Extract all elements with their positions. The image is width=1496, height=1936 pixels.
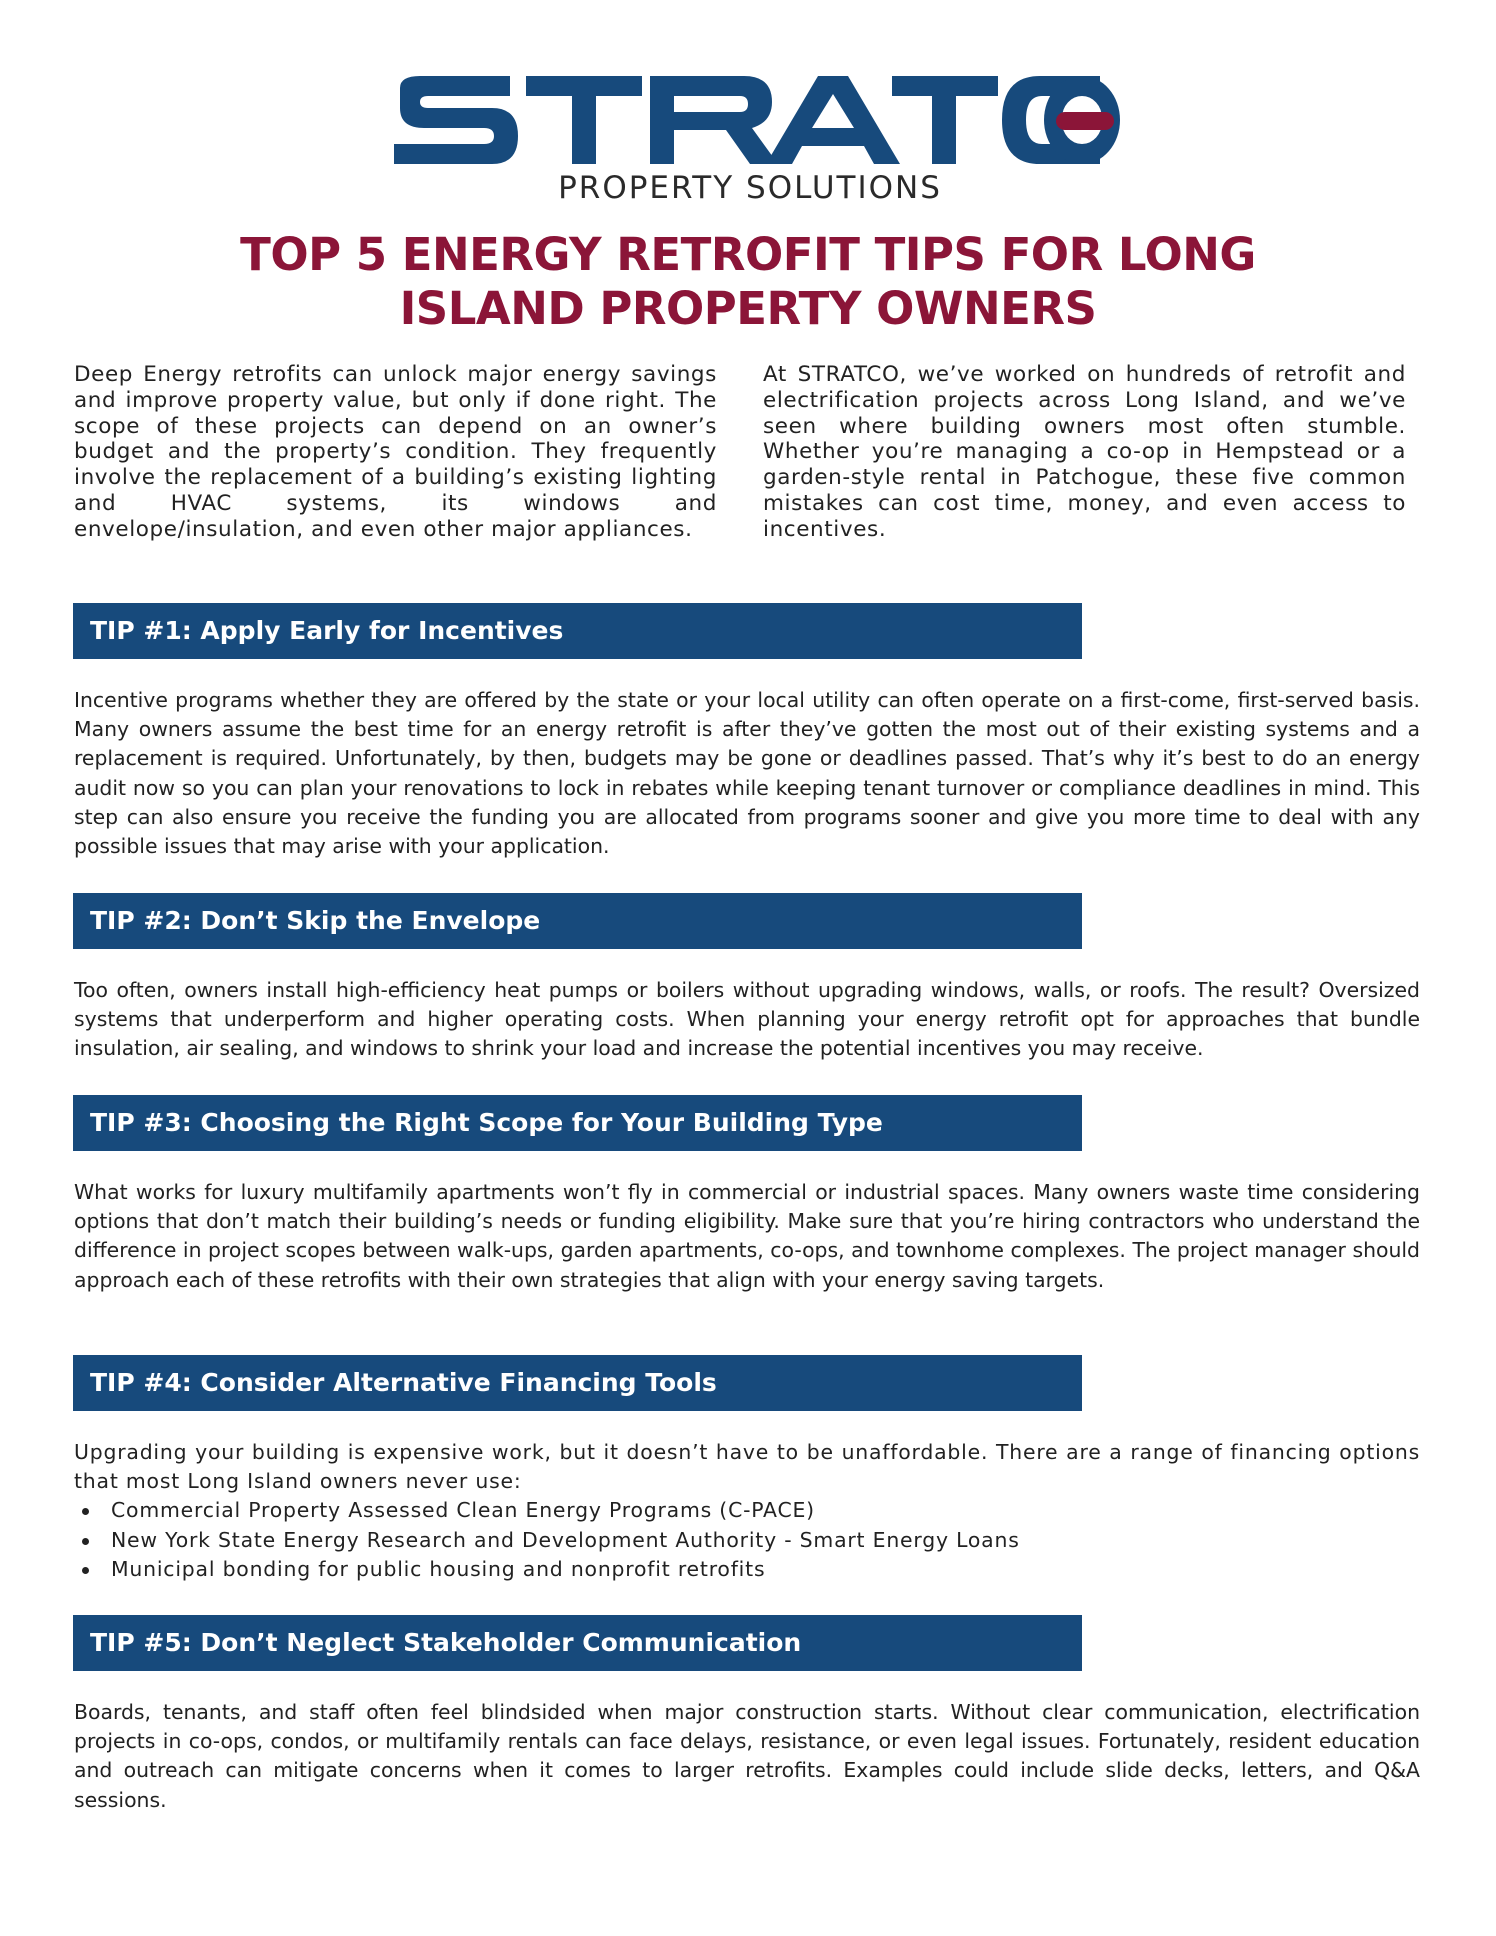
list-item: Municipal bonding for public housing and nonprofit retrofits bbox=[74, 1555, 1420, 1584]
tip-3-body: What works for luxury multifamily apartments won’t fly in commercial or industrial spaces. Many owners waste time considering options that don’t match their building’s needs or funding eligibility. Make sure that you’re hiring contractors who understand the difference in project scopes between walk-ups, garden apartments, co-ops, and townhome complexes. The project manager should approach each of these retrofits with their own strategies that align with your energy saving targets. bbox=[74, 1180, 1420, 1292]
tip-2-body: Too often, owners install high-efficiency heat pumps or boilers without upgrading windows, walls, or roofs. The result? Oversized systems that underperform and higher operating costs. When planning your energy retrofit opt for approaches that bundle insulation, air sealing, and windows to shrink your load and increase the potential incentives you may receive. bbox=[74, 978, 1420, 1061]
tip-4-body-block bbox=[74, 1438, 1420, 1584]
tip-4-body: Upgrading your building is expensive work, but it doesn’t have to be unaffordable. There are a range of financing options that most Long Island owners never use: bbox=[74, 1440, 1420, 1494]
tip-2-heading: TIP #2: Don’t Skip the Envelope bbox=[73, 893, 1082, 949]
list-item: Commercial Property Assessed Clean Energy Programs (C-PACE) bbox=[74, 1496, 1420, 1525]
tip-3-heading: TIP #3: Choosing the Right Scope for Your Building Type bbox=[73, 1095, 1082, 1151]
intro-right-paragraph: At STRATCO, we’ve worked on hundreds of retrofit and electrification projects across Long Island, and we’ve seen where building owners most often stumble. Whether you’re managing a co-op in Hempstead or a garden-style rental in Patchogue, these five common mistakes can cost time, money, and even access to incentives. bbox=[763, 362, 1406, 542]
tip-5-heading: TIP #5: Don’t Neglect Stakeholder Communication bbox=[73, 1615, 1082, 1671]
bullet-icon bbox=[82, 1567, 89, 1574]
page-title-line-1: TOP 5 ENERGY RETROFIT TIPS FOR LONG bbox=[240, 228, 1256, 281]
tip-5-body: Boards, tenants, and staff often feel blindsided when major construction starts. Without clear communication, electrification projects in co-ops, condos, or multifamily rentals can face delays, resistance, or even legal issues. Fortunately, resident education and outreach can mitigate concerns when it comes to larger retrofits. Examples could include slide decks, letters, and Q&A sessions. bbox=[74, 1700, 1420, 1812]
tip-1-heading: TIP #1: Apply Early for Incentives bbox=[73, 603, 1082, 659]
tip-1-body: Incentive programs whether they are offered by the state or your local utility can often operate on a first-come, first-served basis. Many owners assume the best time for an energy retrofit is after they’ve gotten the most out of their existing systems and a replacement is required. Unfortunately, by then, budgets may be gone or deadlines passed. That’s why it’s best to do an energy audit now so you can plan your renovations to lock in rebates while keeping tenant turnover or compliance deadlines in mind. This step can also ensure you receive the funding you are allocated from programs sooner and give you more time to deal with any possible issues that may arise with your application. bbox=[74, 688, 1420, 859]
list-item: New York State Energy Research and Development Authority - Smart Energy Loans bbox=[74, 1526, 1420, 1555]
page-title-line-2: ISLAND PROPERTY OWNERS bbox=[399, 282, 1097, 335]
tip-4-heading: TIP #4: Consider Alternative Financing Tools bbox=[73, 1355, 1082, 1411]
bullet-icon bbox=[82, 1538, 89, 1545]
page-title bbox=[160, 228, 1336, 336]
logo-subtitle: PROPERTY SOLUTIONS bbox=[558, 170, 942, 206]
intro-left-paragraph: Deep Energy retrofits can unlock major energy savings and improve property value, but only if done right. The scope of these projects can depend on an owner’s budget and the property’s condition. They frequently involve the replacement of a building’s existing lighting and HVAC systems, its windows and envelope/insulation, and even other major appliances. bbox=[74, 362, 717, 542]
bullet-icon bbox=[82, 1508, 89, 1515]
financing-list bbox=[74, 1496, 1420, 1584]
stratco-wordmark bbox=[380, 68, 1120, 178]
